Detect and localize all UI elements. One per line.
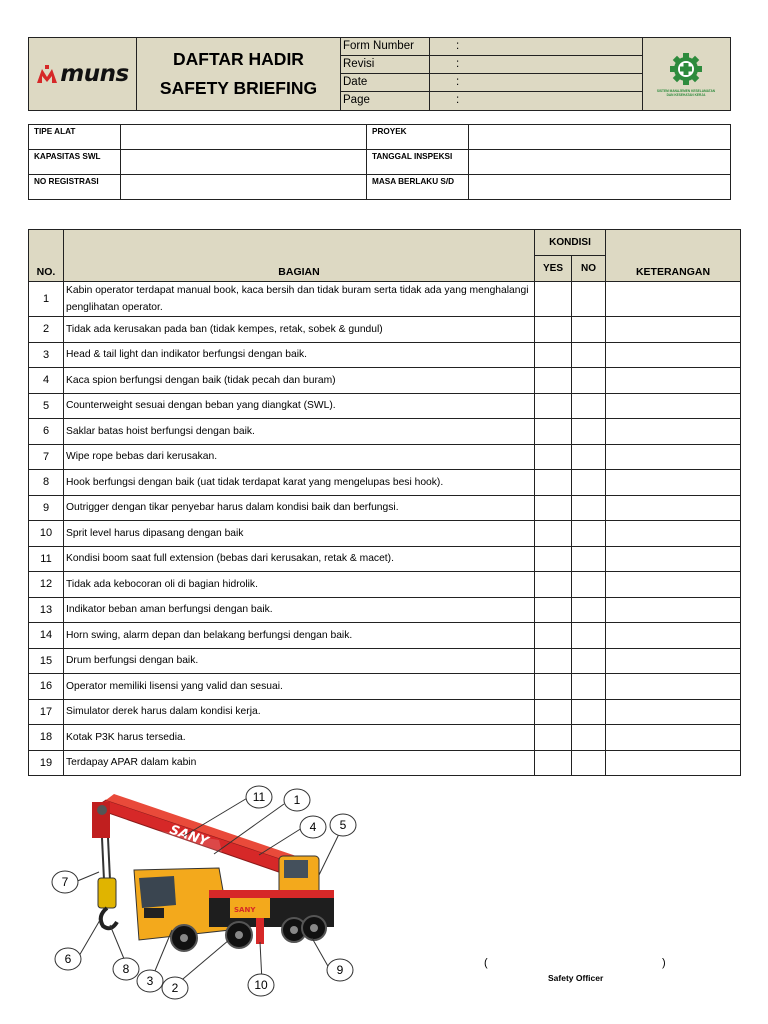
table-row: [29, 725, 741, 751]
row-item-text: Horn swing, alarm depan dan belakang berfungsi dengan baik.: [64, 623, 535, 649]
row-number: 14: [29, 623, 64, 649]
no-checkbox-cell[interactable]: [572, 495, 606, 521]
no-checkbox-cell[interactable]: [572, 572, 606, 598]
badge-caption: SISTEM MANAJEMEN KESELAMATAN DAN KESEHATAN KERJA: [656, 88, 716, 97]
row-item-text: Saklar batas hoist berfungsi dengan baik.: [64, 419, 535, 445]
signature-field[interactable]: [492, 956, 660, 972]
crane-illustration: [44, 780, 424, 1000]
row-item-text: Tidak ada kebocoran oli di bagian hidrolik.: [64, 572, 535, 598]
no-checkbox-cell[interactable]: [572, 342, 606, 368]
yes-checkbox-cell[interactable]: [535, 495, 572, 521]
row-item-text: Sprit level harus dipasang dengan baik: [64, 521, 535, 547]
label-proyek: PROYEK: [367, 125, 469, 150]
yes-checkbox-cell[interactable]: [535, 699, 572, 725]
label-no-registrasi: NO REGISTRASI: [29, 175, 121, 200]
keterangan-cell[interactable]: [606, 674, 741, 700]
yes-checkbox-cell[interactable]: [535, 546, 572, 572]
no-checkbox-cell[interactable]: [572, 674, 606, 700]
row-number: 7: [29, 444, 64, 470]
row-number: 6: [29, 419, 64, 445]
no-checkbox-cell[interactable]: [572, 470, 606, 496]
yes-checkbox-cell[interactable]: [535, 725, 572, 751]
keterangan-cell[interactable]: [606, 393, 741, 419]
label-tanggal: TANGGAL INSPEKSI: [367, 150, 469, 175]
callout-3: 3: [146, 974, 154, 988]
callout-4: 4: [309, 820, 317, 834]
meta-page: Page :: [340, 92, 642, 110]
row-number: 4: [29, 368, 64, 394]
row-item-text: Tidak ada kerusakan pada ban (tidak kempes, retak, sobek & gundul): [64, 317, 535, 343]
keterangan-cell[interactable]: [606, 750, 741, 776]
row-item-text: Hook berfungsi dengan baik (uat tidak terdapat karat yang mengelupas besi hook).: [64, 470, 535, 496]
field-masa-berlaku[interactable]: [469, 175, 731, 200]
table-row: [29, 623, 741, 649]
table-row: [29, 674, 741, 700]
table-row: [29, 572, 741, 598]
callout-5: 5: [339, 818, 347, 832]
col-header-no-option: NO: [572, 256, 606, 282]
yes-checkbox-cell[interactable]: [535, 470, 572, 496]
table-row: [29, 699, 741, 725]
crane-brand-text: SANY: [167, 822, 210, 850]
callout-6: 6: [64, 952, 72, 966]
row-number: 12: [29, 572, 64, 598]
keterangan-cell[interactable]: [606, 546, 741, 572]
row-item-text: Kabin operator terdapat manual book, kaca bersih dan tidak buram serta tidak ada yang menghalangi penglihatan operator.: [64, 282, 535, 317]
yes-checkbox-cell[interactable]: [535, 750, 572, 776]
label-kapasitas: KAPASITAS SWL: [29, 150, 121, 175]
callout-1: 1: [293, 793, 301, 807]
col-header-kondisi: KONDISI: [535, 230, 606, 256]
no-checkbox-cell[interactable]: [572, 521, 606, 547]
row-number: 17: [29, 699, 64, 725]
signature-open-paren: (: [484, 957, 488, 969]
safety-officer-label: Safety Officer: [548, 973, 604, 983]
keterangan-cell[interactable]: [606, 342, 741, 368]
col-header-no: NO.: [29, 230, 64, 282]
keterangan-cell[interactable]: [606, 282, 741, 317]
row-number: 18: [29, 725, 64, 751]
no-checkbox-cell[interactable]: [572, 282, 606, 317]
table-row: [29, 368, 741, 394]
yes-checkbox-cell[interactable]: [535, 342, 572, 368]
yes-checkbox-cell[interactable]: [535, 572, 572, 598]
row-item-text: Simulator derek harus dalam kondisi kerja.: [64, 699, 535, 725]
col-header-yes: YES: [535, 256, 572, 282]
row-item-text: Outrigger dengan tikar penyebar harus dalam kondisi baik dan berfungsi.: [64, 495, 535, 521]
row-number: 3: [29, 342, 64, 368]
callout-7: 7: [61, 875, 69, 889]
row-item-text: Kaca spion berfungsi dengan baik (tidak pecah dan buram): [64, 368, 535, 394]
row-number: 15: [29, 648, 64, 674]
no-checkbox-cell[interactable]: [572, 597, 606, 623]
label-masa-berlaku: MASA BERLAKU S/D: [367, 175, 469, 200]
row-item-text: Indikator beban aman berfungsi dengan baik.: [64, 597, 535, 623]
yes-checkbox-cell[interactable]: [535, 648, 572, 674]
col-header-keterangan: KETERANGAN: [606, 230, 741, 282]
row-item-text: Wipe rope bebas dari kerusakan.: [64, 444, 535, 470]
keterangan-cell[interactable]: [606, 725, 741, 751]
col-header-bagian: BAGIAN: [64, 230, 535, 282]
table-row: [29, 419, 741, 445]
row-number: 19: [29, 750, 64, 776]
yes-checkbox-cell[interactable]: [535, 368, 572, 394]
keterangan-cell[interactable]: [606, 521, 741, 547]
table-row: [29, 750, 741, 776]
svg-text:SANY: SANY: [234, 906, 256, 914]
meta-revisi: Revisi :: [340, 56, 642, 74]
field-tipe-alat[interactable]: [121, 125, 367, 150]
no-checkbox-cell[interactable]: [572, 546, 606, 572]
keterangan-cell[interactable]: [606, 623, 741, 649]
yes-checkbox-cell[interactable]: [535, 674, 572, 700]
keterangan-cell[interactable]: [606, 470, 741, 496]
keterangan-cell[interactable]: [606, 317, 741, 343]
row-number: 5: [29, 393, 64, 419]
row-number: 8: [29, 470, 64, 496]
row-number: 11: [29, 546, 64, 572]
row-item-text: Kondisi boom saat full extension (bebas dari kerusakan, retak & macet).: [64, 546, 535, 572]
callout-10: 10: [254, 978, 268, 992]
table-row: [29, 342, 741, 368]
keterangan-cell[interactable]: [606, 368, 741, 394]
keterangan-cell[interactable]: [606, 419, 741, 445]
callout-2: 2: [171, 981, 179, 995]
yes-checkbox-cell[interactable]: [535, 282, 572, 317]
no-checkbox-cell[interactable]: [572, 699, 606, 725]
keterangan-cell[interactable]: [606, 648, 741, 674]
table-row: [29, 521, 741, 547]
no-checkbox-cell[interactable]: [572, 750, 606, 776]
equipment-info-table: [28, 124, 731, 200]
yes-checkbox-cell[interactable]: [535, 393, 572, 419]
table-row: [29, 546, 741, 572]
keterangan-cell[interactable]: [606, 572, 741, 598]
no-checkbox-cell[interactable]: [572, 725, 606, 751]
company-logo: [29, 38, 137, 110]
k3-badge: [642, 38, 730, 110]
row-item-text: Kotak P3K harus tersedia.: [64, 725, 535, 751]
yes-checkbox-cell[interactable]: [535, 521, 572, 547]
table-row: [29, 282, 741, 317]
row-item-text: Terdapay APAR dalam kabin: [64, 750, 535, 776]
keterangan-cell[interactable]: [606, 699, 741, 725]
meta-date: Date :: [340, 74, 642, 92]
row-number: 13: [29, 597, 64, 623]
row-item-text: Head & tail light dan indikator berfungsi dengan baik.: [64, 342, 535, 368]
form-header: [28, 37, 731, 111]
table-row: [29, 648, 741, 674]
table-row: [29, 495, 741, 521]
no-checkbox-cell[interactable]: [572, 623, 606, 649]
no-checkbox-cell[interactable]: [572, 317, 606, 343]
callout-11: 11: [252, 790, 266, 804]
row-number: 2: [29, 317, 64, 343]
callout-8: 8: [122, 962, 130, 976]
row-item-text: Operator memiliki lisensi yang valid dan sesuai.: [64, 674, 535, 700]
title-line-1: DAFTAR HADIR: [173, 49, 304, 69]
table-row: [29, 597, 741, 623]
no-checkbox-cell[interactable]: [572, 648, 606, 674]
row-item-text: Drum berfungsi dengan baik.: [64, 648, 535, 674]
table-row: [29, 317, 741, 343]
inspection-checklist: [28, 229, 741, 776]
no-checkbox-cell[interactable]: [572, 419, 606, 445]
field-no-registrasi[interactable]: [121, 175, 367, 200]
yes-checkbox-cell[interactable]: [535, 419, 572, 445]
yes-checkbox-cell[interactable]: [535, 597, 572, 623]
row-number: 9: [29, 495, 64, 521]
row-number: 1: [29, 282, 64, 317]
yes-checkbox-cell[interactable]: [535, 444, 572, 470]
no-checkbox-cell[interactable]: [572, 444, 606, 470]
no-checkbox-cell[interactable]: [572, 393, 606, 419]
keterangan-cell[interactable]: [606, 597, 741, 623]
table-row: [29, 444, 741, 470]
row-item-text: Counterweight sesuai dengan beban yang diangkat (SWL).: [64, 393, 535, 419]
title-line-2: SAFETY BRIEFING: [159, 78, 318, 98]
label-tipe-alat: TIPE ALAT: [29, 125, 121, 150]
table-row: [29, 393, 741, 419]
field-kapasitas[interactable]: [121, 150, 367, 175]
callout-9: 9: [336, 963, 344, 977]
field-proyek[interactable]: [469, 125, 731, 150]
yes-checkbox-cell[interactable]: [535, 317, 572, 343]
signature-close-paren: ): [662, 957, 666, 969]
yes-checkbox-cell[interactable]: [535, 623, 572, 649]
table-row: [29, 470, 741, 496]
meta-form-number: Form Number :: [340, 38, 642, 56]
logo-text: muns: [60, 61, 129, 87]
keterangan-cell[interactable]: [606, 444, 741, 470]
k3-gear-cross-icon: [669, 52, 703, 86]
keterangan-cell[interactable]: [606, 495, 741, 521]
no-checkbox-cell[interactable]: [572, 368, 606, 394]
row-number: 16: [29, 674, 64, 700]
muns-logo-icon: [37, 65, 57, 83]
row-number: 10: [29, 521, 64, 547]
field-tanggal[interactable]: [469, 150, 731, 175]
form-title: [137, 38, 340, 110]
